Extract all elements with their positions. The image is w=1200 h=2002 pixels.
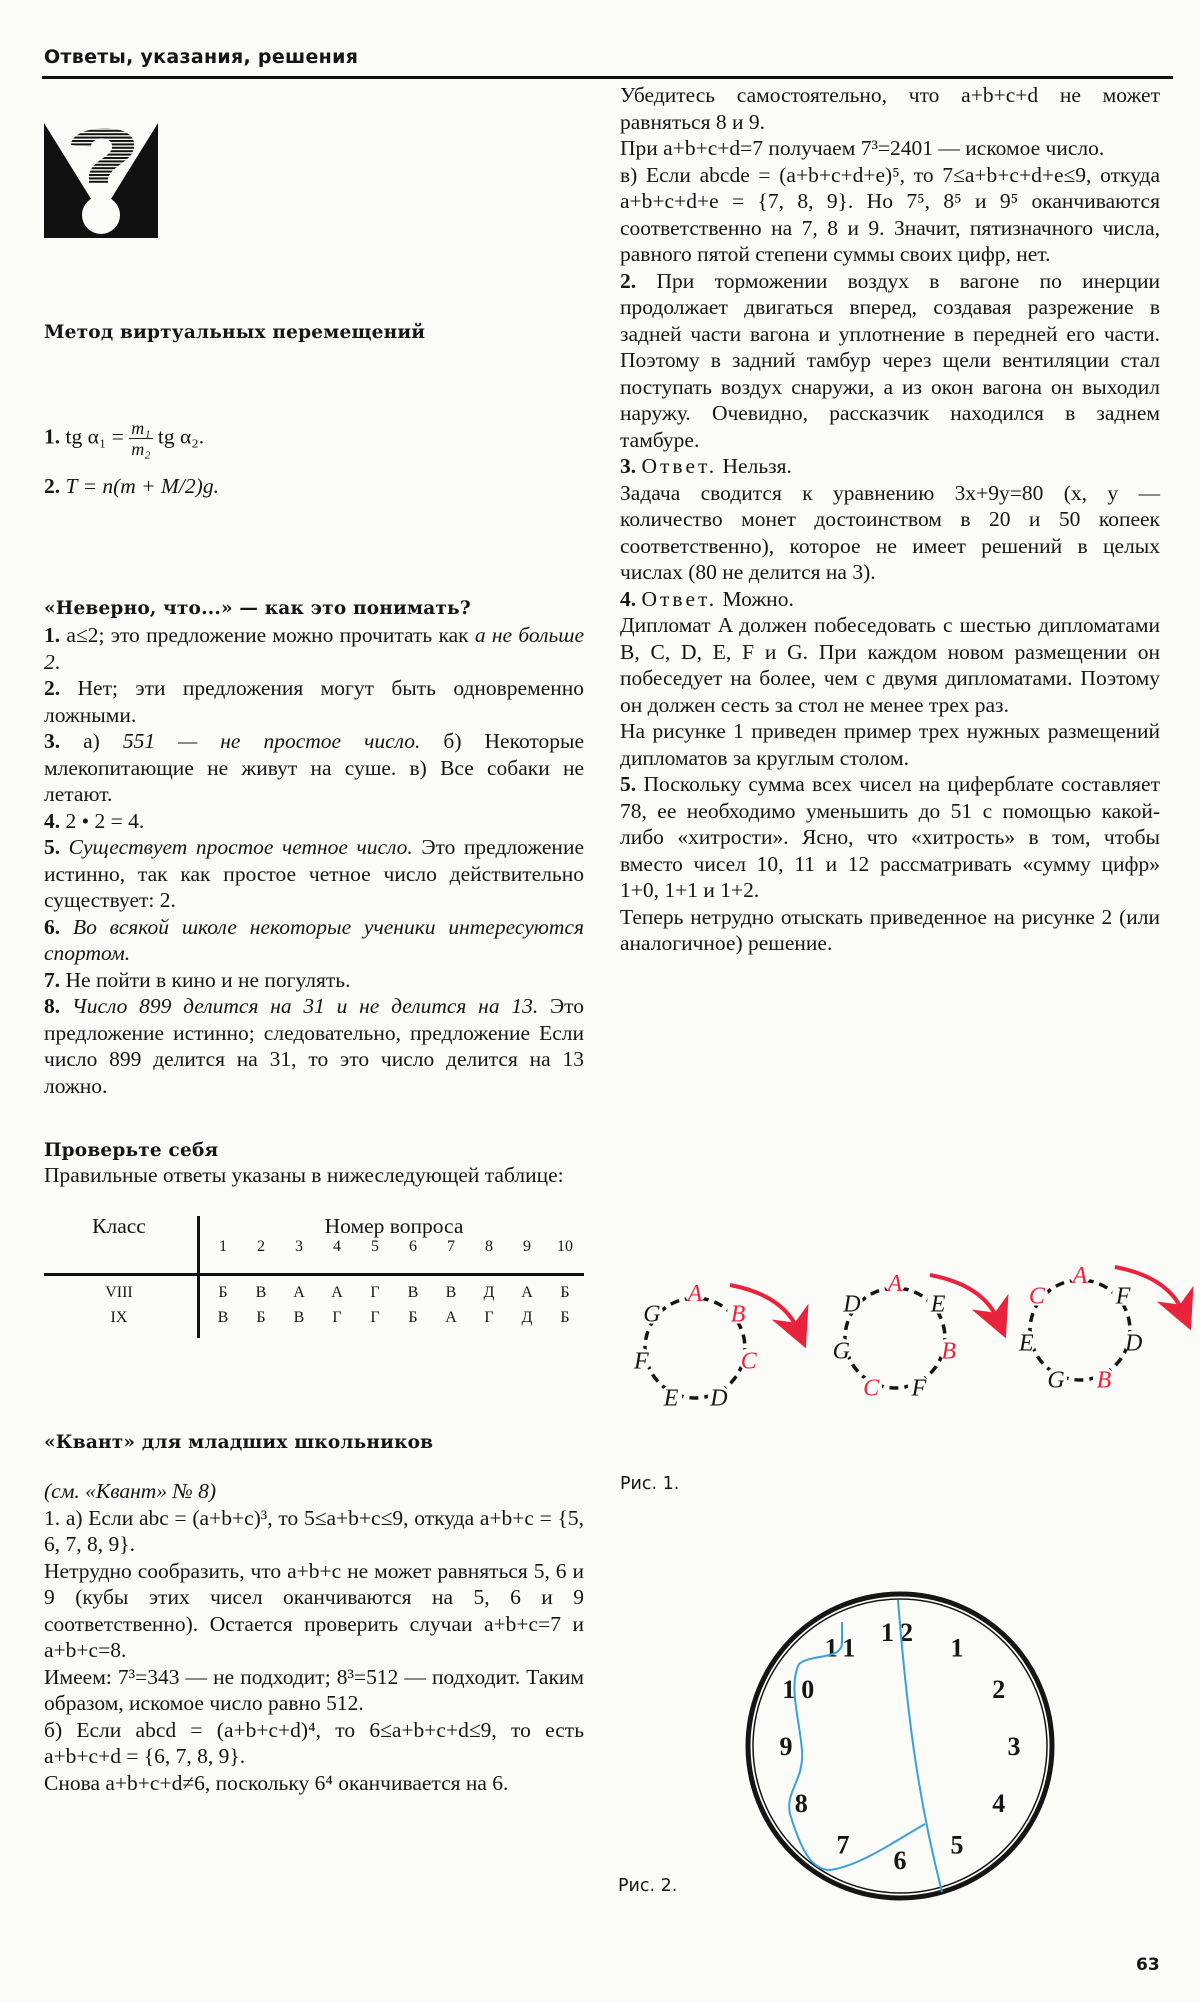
answer-cell: Б: [408, 1309, 418, 1326]
figure-1-caption: Рис. 1.: [620, 1474, 680, 1494]
question-header: Номер вопроса: [324, 1214, 464, 1238]
answer-text: Поскольку сумма всех чисел на циферблате составляет 78, ее необходимо уменьшить до 51 с помощью какой-либо «хитрости». Ясно, что «хитрость» в том, чтобы вместо чисел 10, 11 и 12 рассматривать «сумму цифр» 1+0, 1+1 и 1+2.: [620, 772, 1160, 902]
paragraph: Теперь нетрудно отыскать приведенное на рисунке 2 (или аналогичное) решение.: [620, 904, 1160, 955]
class-cell: IX: [110, 1309, 128, 1326]
answers-table: [44, 1214, 584, 1340]
question-number: 10: [557, 1238, 573, 1255]
clock-number: 10: [782, 1675, 821, 1704]
answer-text-pre: a≤2; это предложение можно прочитать как: [66, 623, 475, 647]
paragraph: Задача сводится к уравнению 3x+9y=80 (x, y — количество монет достоинством в 20 и 50 копеек соответственно), которое не имеет решений в целых числах (80 не делится на 3).: [620, 480, 1160, 584]
answer-text-it: Существует простое четное число.: [68, 835, 413, 859]
kvant-answers: [44, 1478, 584, 1796]
false-answer-item: [44, 622, 584, 675]
answer-cell: Б: [560, 1309, 570, 1326]
answer-text-post: б) Некоторые млекопитающие не живут на суше. в) Все собаки не летают.: [44, 729, 585, 806]
head-rule: [42, 76, 1173, 79]
table-horizontal-rule: [44, 1273, 584, 1276]
question-number: 4: [333, 1238, 341, 1255]
answer-text-pre: а): [83, 729, 123, 753]
seat-label: C: [740, 1348, 757, 1375]
answer-cell: Г: [370, 1284, 380, 1301]
kvant-paragraph: Нетрудно сообразить, что a+b+c не может равняться 5, 6 и 9 (кубы этих чисел оканчиваются на 5, 6 и 9 соответственно). Остается проверить случаи a+b+c=7 и a+b+c=8.: [44, 1558, 584, 1662]
table-row: [44, 1309, 584, 1334]
clock-number: 3: [1007, 1732, 1021, 1761]
false-answer-item: [44, 808, 584, 835]
false-answer-item: [44, 675, 584, 728]
kvant-paragraph: б) Если abcd = (a+b+c+d)⁴, то 6≤a+b+c+d≤9, то есть a+b+c+d = {6, 7, 8, 9}.: [44, 1717, 584, 1768]
answer-number: 3.: [620, 454, 637, 478]
answer-cell: А: [293, 1284, 305, 1301]
page-number: 63: [1136, 1955, 1160, 1975]
answer-cell: Д: [483, 1284, 495, 1301]
answer-number: 4.: [44, 808, 61, 833]
answer-cell: Г: [332, 1309, 342, 1326]
question-number: 6: [409, 1238, 417, 1255]
question-number: 1: [219, 1238, 227, 1255]
answer-number: 1.: [44, 424, 61, 449]
paragraph: [620, 771, 1160, 904]
false-answer-item: [44, 967, 584, 994]
clock-number: 1: [950, 1633, 964, 1663]
answer-cell: В: [293, 1309, 305, 1326]
seat-label: B: [730, 1301, 746, 1328]
section-title-false: «Неверно, что...» — как это понимать?: [44, 598, 471, 619]
seat-label: G: [643, 1301, 661, 1328]
answer-text: Нельзя.: [722, 454, 792, 478]
answer-text: При торможении воздух в вагоне по инерции продолжает двигаться вперед, создавая разрежение в задней части вагона и уплотнение в передней его части. Поэтому в задний тамбур через щели вентиляции стал поступать воздух снаружи, а из окон вагона он выходил наружу. Очевидно, рассказчик находился в заднем тамбуре.: [620, 268, 1161, 452]
answer-number: 2.: [44, 474, 61, 498]
answer-text-pre: Не пойти в кино и не погулять.: [65, 967, 351, 992]
answer-number: 2.: [44, 676, 61, 700]
answer-text: Можно.: [722, 586, 794, 611]
seat-label: A: [887, 1270, 903, 1297]
answer-cell: А: [445, 1309, 457, 1326]
answer-text-it: Во всякой школе некоторые ученики интересуются спортом.: [44, 914, 584, 965]
seat-label: D: [710, 1385, 728, 1412]
seat-label: C: [863, 1375, 880, 1402]
seat-label: F: [633, 1348, 649, 1375]
check-intro: [44, 1162, 584, 1189]
section-title-check: Проверьте себя: [44, 1140, 219, 1161]
clock-number: 6: [893, 1846, 907, 1875]
seat-label: A: [687, 1280, 703, 1307]
question-number: 9: [523, 1238, 531, 1255]
seat-label: G: [1047, 1367, 1065, 1394]
seat-label: B: [1096, 1367, 1112, 1394]
question-number: 3: [295, 1238, 303, 1255]
seat-label: B: [941, 1338, 957, 1365]
answer-text-post: Это предложение истинно; следовательно, предложение Если число 899 делится на 31, то это число делится на 13 ложно.: [44, 994, 585, 1098]
formula-part: tg α₂.: [157, 424, 205, 449]
class-cell: VIII: [105, 1284, 133, 1301]
question-number: 7: [447, 1238, 455, 1255]
clock-number: 11: [824, 1633, 862, 1663]
false-answers-list: [44, 622, 584, 1099]
question-mark-logo-icon: [44, 123, 158, 238]
answer-number: 1.: [44, 623, 61, 647]
kvant-paragraph: 1. а) Если abc = (a+b+c)³, то 5≤a+b+c≤9, откуда a+b+c = {5, 6, 7, 8, 9}.: [44, 1505, 584, 1556]
answer-text-post: Это предложение истинно, так как простое четное число действительно существует: 2.: [44, 835, 584, 912]
kvant-paragraph: Снова a+b+c+d≠6, поскольку 6⁴ оканчивается на 6.: [44, 1770, 509, 1795]
seat-label: E: [663, 1385, 679, 1412]
paragraph: При a+b+c+d=7 получаем 7³=2401 — искомое число.: [620, 136, 1105, 160]
answer-text-it: 551 — не простое число.: [122, 729, 421, 753]
paragraph: [620, 586, 1160, 613]
table-row: [44, 1284, 584, 1309]
question-number: 8: [485, 1238, 493, 1255]
answer-number: 4.: [620, 586, 637, 611]
answer-text-it: Число 899 делится на 31 и не делится на 13.: [71, 994, 539, 1018]
false-answer-item: [44, 728, 584, 808]
answer-number: 8.: [44, 994, 61, 1018]
kvant-reference: (см. «Квант» № 8): [44, 1479, 217, 1503]
figure-1-round-tables: [600, 1230, 1200, 1420]
clock-number: 4: [992, 1789, 1006, 1818]
answer-cell: А: [331, 1284, 343, 1301]
seat-label: F: [911, 1375, 927, 1402]
clock-number: 7: [836, 1830, 850, 1860]
question-number: 5: [371, 1238, 379, 1255]
answer-text-pre: 2 • 2 = 4.: [65, 808, 145, 833]
fraction-denominator: m₂: [131, 439, 151, 459]
answer-label: Ответ.: [641, 586, 718, 611]
answer-text-pre: Нет; эти предложения могут быть одновременно ложными.: [44, 676, 584, 727]
section-title-virtual: Метод виртуальных перемещений: [44, 322, 426, 343]
seat-label: E: [1018, 1330, 1034, 1357]
answer-cell: Д: [521, 1309, 533, 1326]
seat-label: F: [1115, 1283, 1131, 1310]
section-title-kvant: «Квант» для младших школьников: [44, 1432, 434, 1453]
clock-number: 9: [779, 1732, 793, 1761]
answer-text-it: a не больше 2: [44, 623, 585, 674]
answer-number: 6.: [44, 914, 61, 939]
seat-label: C: [1028, 1283, 1045, 1310]
answer-cell: В: [217, 1309, 229, 1326]
round-table: [830, 1271, 998, 1402]
seat-label: E: [930, 1291, 946, 1318]
answer-label: Ответ.: [641, 454, 718, 478]
answer-cell: В: [445, 1284, 457, 1301]
kvant-paragraph: Имеем: 7³=343 — не подходит; 8³=512 — подходит. Таким образом, искомое число равно 512.: [44, 1664, 584, 1715]
right-column-text: [620, 82, 1160, 957]
answer-number: 2.: [620, 268, 637, 293]
answer-cell: Б: [218, 1284, 228, 1301]
answer-cell: Г: [370, 1309, 380, 1326]
false-answer-item: [44, 914, 584, 967]
answer-text-post: .: [54, 649, 61, 674]
seat-label: D: [843, 1291, 861, 1318]
false-answer-item: [44, 834, 584, 914]
formula: T = n(m + M/2)g.: [65, 474, 219, 498]
question-numbers: [204, 1238, 584, 1264]
fraction: [129, 418, 152, 459]
formula-part: tg α₁ =: [65, 424, 124, 449]
question-number: 2: [257, 1238, 265, 1255]
check-intro-text: Правильные ответы указаны в нижеследующей таблице:: [44, 1163, 564, 1187]
answer-number: 5.: [44, 835, 61, 859]
seat-label: A: [1072, 1262, 1088, 1289]
figure-2-clock: [730, 1580, 1070, 1910]
clock-number: 2: [992, 1675, 1006, 1704]
paragraph: [620, 268, 1160, 454]
answer-cell: Б: [256, 1309, 266, 1326]
paragraph: Дипломат A должен побеседовать с шестью дипломатами B, C, D, E, F и G. При каждом новом размещении он побеседует на более, чем с двумя дипломатами. Поэтому он должен сесть за стол не менее трех раз.: [620, 613, 1160, 717]
seat-label: D: [1125, 1330, 1143, 1357]
paragraph: [620, 453, 1160, 480]
fraction-numerator: m₁: [131, 418, 151, 438]
answer-cell: Г: [484, 1309, 494, 1326]
paragraph: На рисунке 1 приведен пример трех нужных размещений дипломатов за круглым столом.: [620, 719, 1160, 770]
paragraph: Убедитесь самостоятельно, что a+b+c+d не может равняться 8 и 9.: [620, 83, 1160, 134]
answer-cell: А: [521, 1284, 533, 1301]
class-header: Класс: [92, 1214, 146, 1238]
clock-number: 8: [794, 1789, 808, 1818]
round-table: [1015, 1263, 1183, 1394]
answer-number: 3.: [44, 729, 61, 753]
paragraph: в) Если abcde = (a+b+c+d+e)⁵, то 7≤a+b+c+d+e≤9, откуда a+b+c+d+e = {7, 8, 9}. Но 7⁵, 8⁵ и 9⁵ оканчиваются соответственно на 7, 8 и 9. Значит, пятизначного числа, равного пятой степени суммы своих цифр, нет.: [620, 162, 1160, 266]
clock-number: 12: [881, 1618, 919, 1647]
running-head: Ответы, указания, решения: [44, 46, 359, 68]
clock-number: 5: [950, 1830, 964, 1860]
round-table: [630, 1281, 798, 1412]
answer-number: 5.: [620, 772, 637, 796]
virtual-answers: [44, 418, 584, 500]
answer-cell: Б: [560, 1284, 570, 1301]
answer-cell: В: [407, 1284, 419, 1301]
seat-label: G: [832, 1338, 850, 1365]
false-answer-item: [44, 993, 584, 1099]
answer-number: 7.: [44, 967, 61, 992]
figure-2-caption: Рис. 2.: [618, 1876, 678, 1896]
answer-cell: В: [255, 1284, 267, 1301]
